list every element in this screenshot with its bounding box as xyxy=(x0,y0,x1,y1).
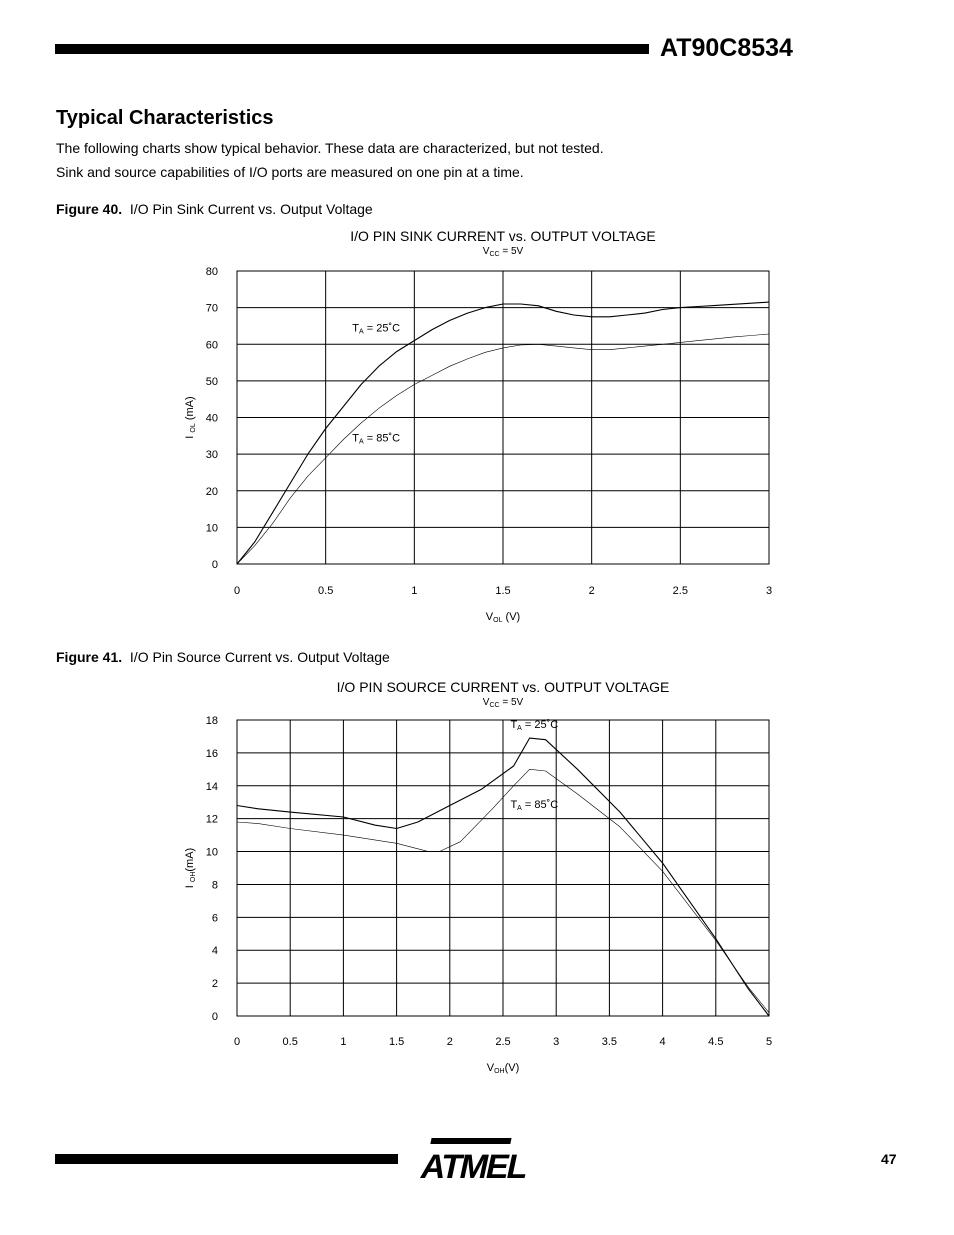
y-axis-label: I OH(mA) xyxy=(184,847,197,889)
x-tick-label: 3 xyxy=(553,1036,560,1048)
x-axis-label: VOL (V) xyxy=(485,611,521,624)
intro-paragraph: Sink and source capabilities of I/O ports are measured on one pin at a time. xyxy=(56,164,524,180)
y-tick-label: 0 xyxy=(211,559,218,571)
y-tick-label: 6 xyxy=(211,912,218,925)
figure-label: Figure 41. xyxy=(56,649,123,665)
y-tick-label: 8 xyxy=(211,879,218,892)
y-tick-label: 20 xyxy=(205,485,218,498)
y-tick-label: 16 xyxy=(205,747,218,760)
figure-caption xyxy=(56,649,390,665)
x-tick-label: 3 xyxy=(765,585,773,597)
y-tick-label: 12 xyxy=(205,813,218,826)
x-tick-label: 0.5 xyxy=(282,1036,298,1048)
series-annotation: TA = 25˚C xyxy=(352,322,401,336)
y-tick-label: 60 xyxy=(205,339,218,352)
x-tick-label: 1.5 xyxy=(388,1036,405,1048)
document-title: AT90C8534 xyxy=(660,34,793,62)
x-axis-label: VOH(V) xyxy=(486,1062,520,1075)
x-tick-label: 4 xyxy=(659,1036,666,1048)
atmel-logo xyxy=(414,1136,530,1186)
y-tick-label: 10 xyxy=(205,846,218,859)
y-tick-label: 30 xyxy=(205,449,218,462)
x-tick-label: 0 xyxy=(233,585,241,597)
x-tick-label: 2.5 xyxy=(495,1036,511,1048)
y-tick-label: 50 xyxy=(205,375,218,388)
x-tick-label: 1.5 xyxy=(495,585,511,597)
y-tick-label: 80 xyxy=(205,266,218,278)
y-tick-label: 0 xyxy=(211,1011,218,1023)
y-tick-label: 70 xyxy=(205,302,218,315)
intro-paragraph: The following charts show typical behavior. These data are characterized, but not tested. xyxy=(56,140,604,156)
x-tick-label: 1 xyxy=(411,585,418,597)
y-axis-label: I OL (mA) xyxy=(184,396,197,439)
footer-rule xyxy=(55,1154,398,1164)
chart-subtitle: $V_{CC} = 5V$ xyxy=(482,246,524,258)
y-tick-label: 14 xyxy=(205,780,218,793)
series-annotation: TA = 85˚C xyxy=(352,432,401,446)
x-tick-label: 0 xyxy=(233,1036,241,1048)
chart-title: I/O PIN SINK CURRENT vs. OUTPUT VOLTAGE xyxy=(350,228,656,244)
chart-subtitle: $V_{CC} = 5V$ xyxy=(482,697,524,709)
figure-caption-text: I/O Pin Source Current vs. Output Voltage xyxy=(129,649,390,665)
y-tick-label: 40 xyxy=(205,412,218,425)
x-tick-label: 2 xyxy=(446,1036,453,1048)
x-tick-label: 1 xyxy=(340,1036,347,1048)
x-tick-label: 0.5 xyxy=(318,585,334,597)
page-number: 47 xyxy=(881,1151,897,1167)
x-tick-label: 2.5 xyxy=(672,585,688,597)
x-tick-label: 2 xyxy=(588,585,595,597)
x-tick-label: 5 xyxy=(765,1036,773,1048)
x-tick-label: 3.5 xyxy=(601,1036,618,1048)
chart-title: I/O PIN SOURCE CURRENT vs. OUTPUT VOLTAGE xyxy=(336,679,670,695)
series-annotation: TA = 25˚C xyxy=(510,719,559,733)
y-tick-label: 4 xyxy=(211,945,218,958)
y-tick-label: 18 xyxy=(205,715,218,727)
chart-plot xyxy=(184,228,772,624)
y-tick-label: 10 xyxy=(205,522,218,535)
figure-label: Figure 40. xyxy=(56,201,123,217)
x-tick-label: 4.5 xyxy=(708,1036,724,1048)
logo-text: ATMEL xyxy=(417,1148,530,1186)
series-annotation: TA = 85˚C xyxy=(510,798,559,812)
figure-caption-text: I/O Pin Sink Current vs. Output Voltage xyxy=(129,201,373,217)
y-tick-label: 2 xyxy=(211,978,218,991)
section-title: Typical Characteristics xyxy=(56,107,274,129)
